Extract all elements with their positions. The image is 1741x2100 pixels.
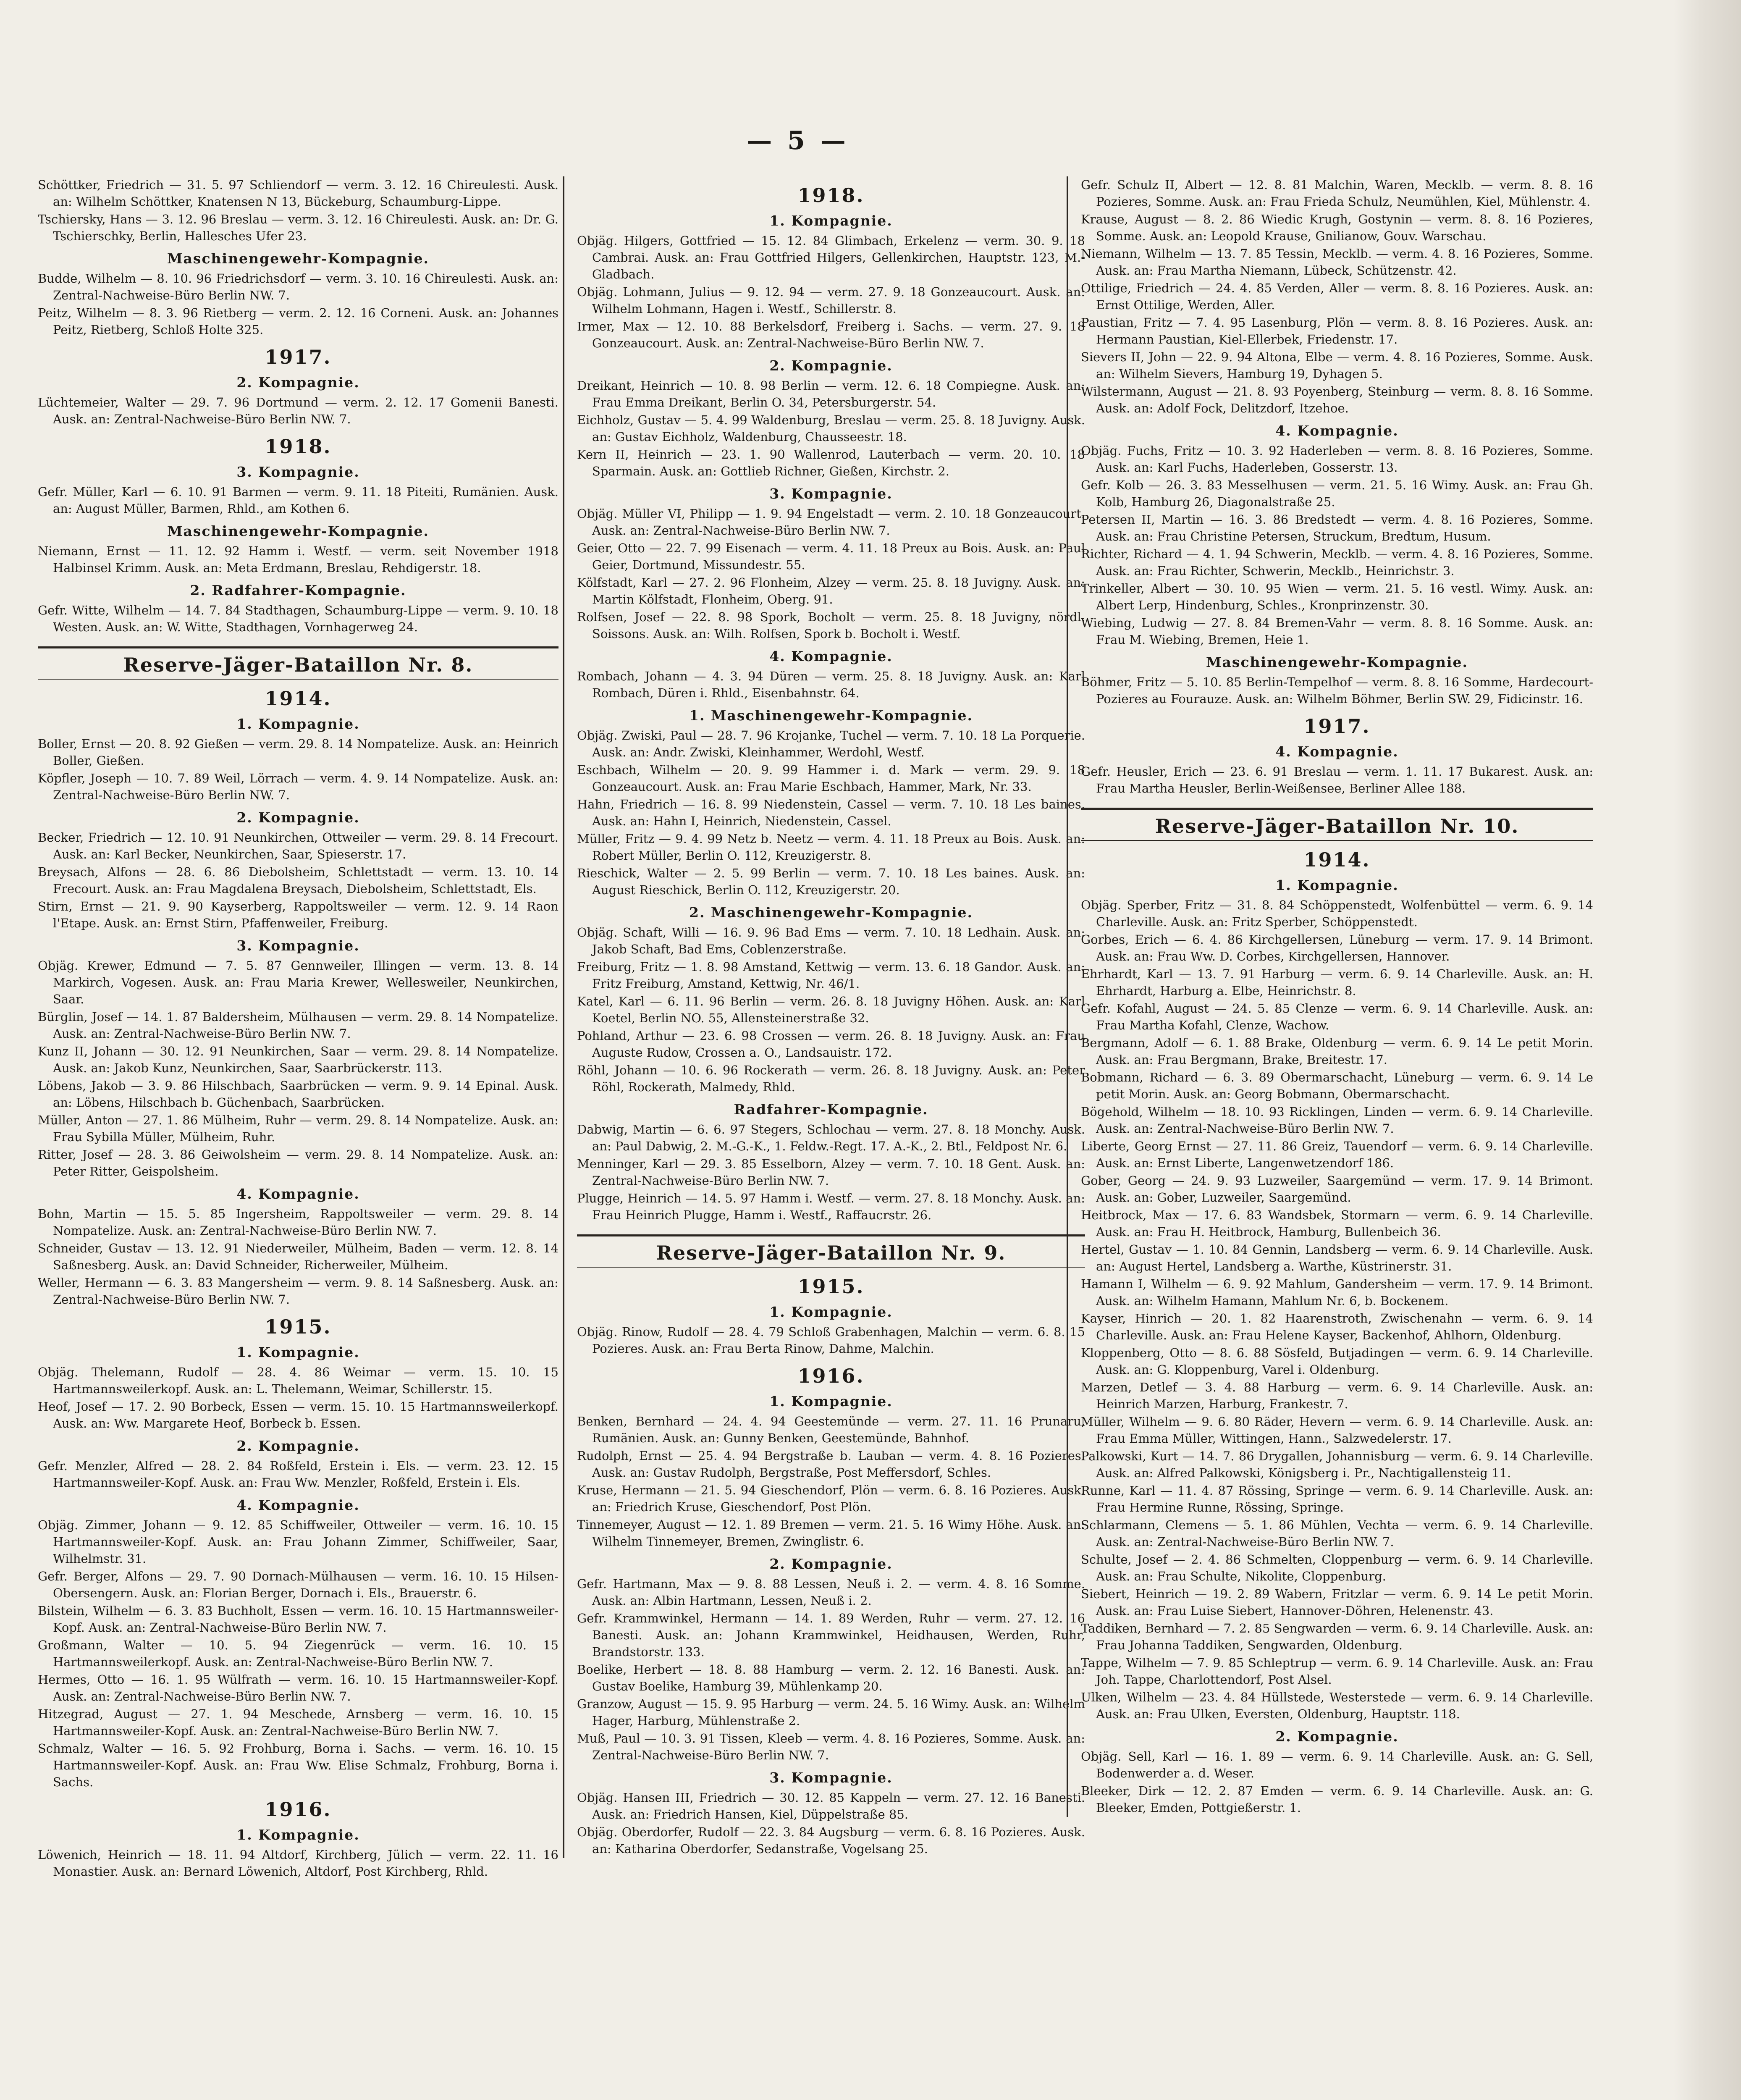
- company-heading: 3. Kompagnie.: [236, 464, 360, 480]
- casualty-entry: Schulte, Josef — 2. 4. 86 Schmelten, Cloppenburg — verm. 6. 9. 14 Charleville. Ausk. an: Frau Schulte, Nikolite, Cloppenburg.: [1081, 1552, 1593, 1583]
- casualty-entry: Gefr. Kolb — 26. 3. 83 Messelhusen — verm. 21. 5. 16 Wimy. Ausk. an: Frau Gh. Kolb, Hamburg 26, Diagonalstraße 25.: [1081, 478, 1593, 509]
- company-heading: 1. Kompagnie.: [769, 1304, 893, 1320]
- casualty-entry: Hitzegrad, August — 27. 1. 94 Meschede, Arnsberg — verm. 16. 10. 15 Hartmannsweiler-Kopf. Ausk. an: Zentral-Nachweise-Büro Berlin NW. 7.: [38, 1707, 558, 1738]
- casualty-entry: Rieschick, Walter — 2. 5. 99 Berlin — verm. 7. 10. 18 Les baines. Ausk. an: August Rieschick, Berlin O. 112, Kreuzigerstr. 20.: [577, 866, 1085, 897]
- company-heading: 1. Kompagnie.: [769, 1393, 893, 1410]
- casualty-entry: Bohn, Martin — 15. 5. 85 Ingersheim, Rappoltsweiler — verm. 29. 8. 14 Nompatelize. Ausk. an: Zentral-Nachweise-Büro Berlin NW. 7.: [38, 1207, 558, 1238]
- company-heading: 1. Kompagnie.: [236, 1827, 360, 1843]
- casualty-entry: Röhl, Johann — 10. 6. 96 Rockerath — verm. 26. 8. 18 Juvigny. Ausk. an: Peter Röhl, Rockerath, Malmedy, Rhld.: [577, 1063, 1085, 1094]
- casualty-entry: Pohland, Arthur — 23. 6. 98 Crossen — verm. 26. 8. 18 Juvigny. Ausk. an: Frau Auguste Rudow, Crossen a. O., Landsauistr. 172.: [577, 1029, 1085, 1060]
- casualty-entry: Gefr. Kofahl, August — 24. 5. 85 Clenze — verm. 6. 9. 14 Charleville. Ausk. an: Frau Martha Kofahl, Clenze, Wachow.: [1081, 1001, 1593, 1032]
- casualty-entry: Breysach, Alfons — 28. 6. 86 Diebolsheim, Schlettstadt — verm. 13. 10. 14 Frecourt. Ausk. an: Frau Magdalena Breysach, Diebolsheim, Schlettstadt, Els.: [38, 865, 558, 896]
- casualty-entry: Niemann, Wilhelm — 13. 7. 85 Tessin, Mecklb. — verm. 4. 8. 16 Pozieres, Somme. Ausk. an: Frau Martha Niemann, Lübeck, Schützenstr. 42.: [1081, 247, 1593, 278]
- company-heading: 1. Kompagnie.: [1275, 877, 1399, 893]
- casualty-entry: Gefr. Hartmann, Max — 9. 8. 88 Lessen, Neuß i. 2. — verm. 4. 8. 16 Somme. Ausk. an: Albin Hartmann, Lessen, Neuß i. 2.: [577, 1577, 1085, 1608]
- casualty-entry: Gefr. Heusler, Erich — 23. 6. 91 Breslau — verm. 1. 11. 17 Bukarest. Ausk. an: Frau Martha Heusler, Berlin-Weißensee, Berliner Allee 188.: [1081, 764, 1593, 795]
- company-heading: 2. Kompagnie.: [1275, 1728, 1399, 1745]
- company-heading: 2. Radfahrer-Kompagnie.: [190, 582, 406, 598]
- company-heading: 3. Kompagnie.: [769, 1769, 893, 1786]
- casualty-entry: Lüchtemeier, Walter — 29. 7. 96 Dortmund — verm. 2. 12. 17 Gomenii Banesti. Ausk. an: Zentral-Nachweise-Büro Berlin NW. 7.: [38, 395, 558, 426]
- company-heading: Radfahrer-Kompagnie.: [734, 1101, 928, 1118]
- casualty-entry: Plugge, Heinrich — 14. 5. 97 Hamm i. Westf. — verm. 27. 8. 18 Monchy. Ausk. an: Frau Heinrich Plugge, Hamm i. Westf., Raffaucrstr. 26.: [577, 1191, 1085, 1222]
- company-heading: 2. Kompagnie.: [236, 809, 360, 826]
- casualty-entry: Ehrhardt, Karl — 13. 7. 91 Harburg — verm. 6. 9. 14 Charleville. Ausk. an: H. Ehrhardt, Harburg a. Elbe, Heinrichstr. 8.: [1081, 967, 1593, 998]
- casualty-entry: Gefr. Menzler, Alfred — 28. 2. 84 Roßfeld, Erstein i. Els. — verm. 23. 12. 15 Hartmannsweiler-Kopf. Ausk. an: Frau Ww. Menzler, Roßfeld, Erstein i. Els.: [38, 1459, 558, 1490]
- company-heading: 4. Kompagnie.: [236, 1497, 360, 1513]
- casualty-entry: Katel, Karl — 6. 11. 96 Berlin — verm. 26. 8. 18 Juvigny Höhen. Ausk. an: Karl Koetel, Berlin NO. 55, Allensteinerstraße 32.: [577, 994, 1085, 1025]
- casualty-entry: Gefr. Schulz II, Albert — 12. 8. 81 Malchin, Waren, Mecklb. — verm. 8. 8. 16 Pozieres, Somme. Ausk. an: Frau Frieda Schulz, Neumühlen, Kiel, Mühlenstr. 4.: [1081, 178, 1593, 209]
- casualty-entry: Großmann, Walter — 10. 5. 94 Ziegenrück — verm. 16. 10. 15 Hartmannsweilerkopf. Ausk. an: Zentral-Nachweise-Büro Berlin NW. 7.: [38, 1638, 558, 1669]
- year-heading: 1915.: [797, 1275, 865, 1298]
- casualty-entry: Ottilige, Friedrich — 24. 4. 85 Verden, Aller — verm. 8. 8. 16 Pozieres. Ausk. an: Ernst Ottilige, Werden, Aller.: [1081, 281, 1593, 312]
- column-left: [38, 176, 558, 1881]
- year-heading: 1918.: [265, 435, 332, 458]
- casualty-entry: Objäg. Hansen III, Friedrich — 30. 12. 85 Kappeln — verm. 27. 12. 16 Banesti. Ausk. an: Friedrich Hansen, Kiel, Düppelstraße 85.: [577, 1790, 1085, 1822]
- casualty-entry: Rudolph, Ernst — 25. 4. 94 Bergstraße b. Lauban — verm. 4. 8. 16 Pozieres. Ausk. an: Gustav Rudolph, Bergstraße, Post Meffersdorf, Schles.: [577, 1449, 1085, 1480]
- casualty-entry: Petersen II, Martin — 16. 3. 86 Bredstedt — verm. 4. 8. 16 Pozieres, Somme. Ausk. an: Frau Christine Petersen, Struckum, Bredtum, Husum.: [1081, 512, 1593, 543]
- battalion-section: [1081, 808, 1593, 841]
- company-heading: 4. Kompagnie.: [236, 1186, 360, 1202]
- casualty-entry: Heof, Josef — 17. 2. 90 Borbeck, Essen — verm. 15. 10. 15 Hartmannsweilerkopf. Ausk. an: Ww. Margarete Heof, Borbeck b. Essen.: [38, 1399, 558, 1431]
- casualty-entry: Schlarmann, Clemens — 5. 1. 86 Mühlen, Vechta — verm. 6. 9. 14 Charleville. Ausk. an: Zentral-Nachweise-Büro Berlin NW. 7.: [1081, 1518, 1593, 1549]
- casualty-entry: Löwenich, Heinrich — 18. 11. 94 Altdorf, Kirchberg, Jülich — verm. 22. 11. 16 Monastier. Ausk. an: Bernard Löwenich, Altdorf, Post Kirchberg, Rhld.: [38, 1848, 558, 1879]
- company-heading: 4. Kompagnie.: [1275, 423, 1399, 439]
- company-heading: 1. Kompagnie.: [236, 716, 360, 732]
- casualty-entry: Müller, Wilhelm — 9. 6. 80 Räder, Hevern — verm. 6. 9. 14 Charleville. Ausk. an: Frau Emma Müller, Wittingen, Hann., Salzwedelerstr. 17.: [1081, 1415, 1593, 1446]
- casualty-entry: Peitz, Wilhelm — 8. 3. 96 Rietberg — verm. 2. 12. 16 Corneni. Ausk. an: Johannes Peitz, Rietberg, Schloß Holte 325.: [38, 306, 558, 337]
- casualty-entry: Kunz II, Johann — 30. 12. 91 Neunkirchen, Saar — verm. 29. 8. 14 Nompatelize. Ausk. an: Jakob Kunz, Neunkirchen, Saar, Saarbrückerstr. 113.: [38, 1044, 558, 1075]
- company-heading: 1. Kompagnie.: [236, 1344, 360, 1360]
- casualty-entry: Bleeker, Dirk — 12. 2. 87 Emden — verm. 6. 9. 14 Charleville. Ausk. an: G. Bleeker, Emden, Pottgießerstr. 1.: [1081, 1784, 1593, 1815]
- casualty-entry: Objäg. Thelemann, Rudolf — 28. 4. 86 Weimar — verm. 15. 10. 15 Hartmannsweilerkopf. Ausk. an: L. Thelemann, Weimar, Schillerstr. 15.: [38, 1365, 558, 1396]
- casualty-entry: Taddiken, Bernhard — 7. 2. 85 Sengwarden — verm. 6. 9. 14 Charleville. Ausk. an: Frau Johanna Taddiken, Sengwarden, Oldenburg.: [1081, 1621, 1593, 1652]
- casualty-entry: Palkowski, Kurt — 14. 7. 86 Drygallen, Johannisburg — verm. 6. 9. 14 Charleville. Ausk. an: Alfred Palkowski, Königsberg i. Pr., Nachtigallensteig 11.: [1081, 1449, 1593, 1480]
- casualty-entry: Objäg. Krewer, Edmund — 7. 5. 87 Gennweiler, Illingen — verm. 13. 8. 14 Markirch, Vogesen. Ausk. an: Frau Maria Krewer, Wellesweiler, Neunkirchen, Saar.: [38, 958, 558, 1006]
- casualty-entry: Hertel, Gustav — 1. 10. 84 Gennin, Landsberg — verm. 6. 9. 14 Charleville. Ausk. an: August Hertel, Landsberg a. Warthe, Küstrinerstr. 31.: [1081, 1242, 1593, 1273]
- casualty-entry: Granzow, August — 15. 9. 95 Harburg — verm. 24. 5. 16 Wimy. Ausk. an: Wilhelm Hager, Harburg, Mühlenstraße 2.: [577, 1697, 1085, 1728]
- company-heading: Maschinengewehr-Kompagnie.: [167, 250, 430, 267]
- company-heading: 2. Kompagnie.: [236, 374, 360, 391]
- casualty-entry: Niemann, Ernst — 11. 12. 92 Hamm i. Westf. — verm. seit November 1918 Halbinsel Krimm. Ausk. an: Meta Erdmann, Breslau, Rehdigerstr. 18.: [38, 544, 558, 575]
- casualty-entry: Löbens, Jakob — 3. 9. 86 Hilschbach, Saarbrücken — verm. 9. 9. 14 Epinal. Ausk. an: Löbens, Hilschbach b. Güchenbach, Saarbrücken.: [38, 1079, 558, 1110]
- casualty-entry: Objäg. Schaft, Willi — 16. 9. 96 Bad Ems — verm. 7. 10. 18 Ledhain. Ausk. an: Jakob Schaft, Bad Ems, Coblenzerstraße.: [577, 925, 1085, 956]
- casualty-entry: Menninger, Karl — 29. 3. 85 Esselborn, Alzey — verm. 7. 10. 18 Gent. Ausk. an: Zentral-Nachweise-Büro Berlin NW. 7.: [577, 1157, 1085, 1188]
- company-heading: Maschinengewehr-Kompagnie.: [167, 523, 430, 539]
- battalion-heading: Reserve-Jäger-Bataillon Nr. 9.: [656, 1242, 1006, 1264]
- casualty-entry: Kayser, Hinrich — 20. 1. 82 Haarenstroth, Zwischenahn — verm. 6. 9. 14 Charleville. Ausk. an: Frau Helene Kayser, Backenhof, Ahlhorn, Oldenburg.: [1081, 1311, 1593, 1342]
- casualty-entry: Objäg. Zimmer, Johann — 9. 12. 85 Schiffweiler, Ottweiler — verm. 16. 10. 15 Hartmannsweiler-Kopf. Ausk. an: Frau Johann Zimmer, Schiffweiler, Saar, Wilhelmstr. 31.: [38, 1518, 558, 1566]
- casualty-entry: Marzen, Detlef — 3. 4. 88 Harburg — verm. 6. 9. 14 Charleville. Ausk. an: Heinrich Marzen, Harburg, Frankestr. 7.: [1081, 1380, 1593, 1411]
- company-heading: 2. Kompagnie.: [769, 357, 893, 374]
- column-right: [1067, 176, 1593, 1817]
- year-heading: 1917.: [265, 346, 332, 368]
- casualty-entry: Gorbes, Erich — 6. 4. 86 Kirchgellersen, Lüneburg — verm. 17. 9. 14 Brimont. Ausk. an: Frau Ww. D. Corbes, Kirchgellersen, Hannover.: [1081, 932, 1593, 963]
- company-heading: 2. Kompagnie.: [236, 1438, 360, 1454]
- casualty-entry: Schöttker, Friedrich — 31. 5. 97 Schliendorf — verm. 3. 12. 16 Chireulesti. Ausk. an: Wilhelm Schöttker, Knatensen N 13, Bückeburg, Schaumburg-Lippe.: [38, 178, 558, 209]
- year-heading: 1914.: [265, 687, 332, 710]
- casualty-entry: Ulken, Wilhelm — 23. 4. 84 Hüllstede, Westerstede — verm. 6. 9. 14 Charleville. Ausk. an: Frau Ulken, Eversten, Oldenburg, Hauptstr. 118.: [1081, 1690, 1593, 1721]
- casualty-entry: Kloppenberg, Otto — 8. 6. 88 Sösfeld, Butjadingen — verm. 6. 9. 14 Charleville. Ausk. an: G. Kloppenburg, Varel i. Oldenburg.: [1081, 1346, 1593, 1377]
- casualty-entry: Heitbrock, Max — 17. 6. 83 Wandsbek, Stormarn — verm. 6. 9. 14 Charleville. Ausk. an: Frau H. Heitbrock, Hamburg, Bullenbeich 36.: [1081, 1208, 1593, 1239]
- company-heading: 1. Kompagnie.: [769, 213, 893, 229]
- casualty-entry: Gefr. Krammwinkel, Hermann — 14. 1. 89 Werden, Ruhr — verm. 27. 12. 16 Banesti. Ausk. an: Johann Krammwinkel, Heidhausen, Werden, Ruhr, Brandstorstr. 133.: [577, 1611, 1085, 1659]
- casualty-entry: Kern II, Heinrich — 23. 1. 90 Wallenrod, Lauterbach — verm. 20. 10. 18 Sparmain. Ausk. an: Gottlieb Richner, Gießen, Kirchstr. 2.: [577, 447, 1085, 478]
- year-heading: 1914.: [1303, 848, 1371, 871]
- casualty-entry: Hahn, Friedrich — 16. 8. 99 Niedenstein, Cassel — verm. 7. 10. 18 Les baines. Ausk. an: Hahn I, Heinrich, Niedenstein, Cassel.: [577, 797, 1085, 828]
- casualty-entry: Bögehold, Wilhelm — 18. 10. 93 Ricklingen, Linden — verm. 6. 9. 14 Charleville. Ausk. an: Zentral-Nachweise-Büro Berlin NW. 7.: [1081, 1105, 1593, 1136]
- casualty-entry: Bilstein, Wilhelm — 6. 3. 83 Buchholt, Essen — verm. 16. 10. 15 Hartmannsweiler-Kopf. Ausk. an: Zentral-Nachweise-Büro Berlin NW. 7.: [38, 1604, 558, 1635]
- casualty-entry: Gober, Georg — 24. 9. 93 Luzweiler, Saargemünd — verm. 17. 9. 14 Brimont. Ausk. an: Gober, Luzweiler, Saargemünd.: [1081, 1173, 1593, 1205]
- company-heading: 3. Kompagnie.: [769, 486, 893, 502]
- casualty-entry: Köpfler, Joseph — 10. 7. 89 Weil, Lörrach — verm. 4. 9. 14 Nompatelize. Ausk. an: Zentral-Nachweise-Büro Berlin NW. 7.: [38, 771, 558, 802]
- casualty-entry: Objäg. Oberdorfer, Rudolf — 22. 3. 84 Augsburg — verm. 6. 8. 16 Pozieres. Ausk. an: Katharina Oberdorfer, Sedanstraße, Vogelsang 25.: [577, 1825, 1085, 1856]
- casualty-entry: Böhmer, Fritz — 5. 10. 85 Berlin-Tempelhof — verm. 8. 8. 16 Somme, Hardecourt-Pozieres au Fourauze. Ausk. an: Wilhelm Böhmer, Berlin SW. 29, Fidicinstr. 16.: [1081, 675, 1593, 706]
- column-middle: [563, 176, 1085, 1858]
- battalion-section: [577, 1234, 1085, 1268]
- casualty-entry: Boelike, Herbert — 18. 8. 88 Hamburg — verm. 2. 12. 16 Banesti. Ausk. an: Gustav Boelike, Hamburg 39, Mühlenkamp 20.: [577, 1662, 1085, 1693]
- casualty-entry: Krause, August — 8. 2. 86 Wiedic Krugh, Gostynin — verm. 8. 8. 16 Pozieres, Somme. Ausk. an: Leopold Krause, Gnilianow, Gouv. Warschau.: [1081, 212, 1593, 243]
- company-heading: 2. Kompagnie.: [769, 1556, 893, 1572]
- casualty-entry: Wiebing, Ludwig — 27. 8. 84 Bremen-Vahr — verm. 8. 8. 16 Somme. Ausk. an: Frau M. Wiebing, Bremen, Heie 1.: [1081, 616, 1593, 647]
- battalion-section: [38, 646, 558, 680]
- casualty-entry: Geier, Otto — 22. 7. 99 Eisenach — verm. 4. 11. 18 Preux au Bois. Ausk. an: Paul Geier, Dortmund, Missundestr. 55.: [577, 541, 1085, 572]
- casualty-entry: Dabwig, Martin — 6. 6. 97 Stegers, Schlochau — verm. 27. 8. 18 Monchy. Ausk. an: Paul Dabwig, 2. M.-G.-K., 1. Feldw.-Regt. 17. A.-K., 2. Btl., Feldpost Nr. 6.: [577, 1122, 1085, 1153]
- casualty-entry: Runne, Karl — 11. 4. 87 Rössing, Springe — verm. 6. 9. 14 Charleville. Ausk. an: Frau Hermine Runne, Rössing, Springe.: [1081, 1483, 1593, 1515]
- year-heading: 1916.: [265, 1798, 332, 1821]
- casualty-entry: Tappe, Wilhelm — 7. 9. 85 Schleptrup — verm. 6. 9. 14 Charleville. Ausk. an: Frau Joh. Tappe, Charlottendorf, Post Alsel.: [1081, 1656, 1593, 1687]
- battalion-heading: Reserve-Jäger-Bataillon Nr. 8.: [123, 654, 473, 676]
- casualty-entry: Gefr. Berger, Alfons — 29. 7. 90 Dornach-Mülhausen — verm. 16. 10. 15 Hilsen-Obersengern. Ausk. an: Florian Berger, Dornach i. Els., Brauerstr. 6.: [38, 1569, 558, 1600]
- casualty-entry: Budde, Wilhelm — 8. 10. 96 Friedrichsdorf — verm. 3. 10. 16 Chireulesti. Ausk. an: Zentral-Nachweise-Büro Berlin NW. 7.: [38, 271, 558, 302]
- company-heading: 1. Maschinengewehr-Kompagnie.: [689, 707, 973, 724]
- casualty-entry: Trinkeller, Albert — 30. 10. 95 Wien — verm. 21. 5. 16 vestl. Wimy. Ausk. an: Albert Lerp, Hindenburg, Schles., Kronprinzenstr. 30.: [1081, 581, 1593, 612]
- company-heading: Maschinengewehr-Kompagnie.: [1206, 654, 1468, 670]
- casualty-entry: Bobmann, Richard — 6. 3. 89 Obermarschacht, Lüneburg — verm. 6. 9. 14 Le petit Morin. Ausk. an: Georg Bobmann, Obermarschacht.: [1081, 1070, 1593, 1101]
- casualty-entry: Irmer, Max — 12. 10. 88 Berkelsdorf, Freiberg i. Sachs. — verm. 27. 9. 18 Gonzeaucourt. Ausk. an: Zentral-Nachweise-Büro Berlin NW. 7.: [577, 319, 1085, 350]
- casualty-entry: Rombach, Johann — 4. 3. 94 Düren — verm. 25. 8. 18 Juvigny. Ausk. an: Karl Rombach, Düren i. Rhld., Eisenbahnstr. 64.: [577, 669, 1085, 700]
- casualty-entry: Hamann I, Wilhelm — 6. 9. 92 Mahlum, Gandersheim — verm. 17. 9. 14 Brimont. Ausk. an: Wilhelm Hamann, Mahlum Nr. 6, b. Bockenem.: [1081, 1277, 1593, 1308]
- year-heading: 1916.: [797, 1365, 865, 1387]
- casualty-entry: Gefr. Müller, Karl — 6. 10. 91 Barmen — verm. 9. 11. 18 Piteiti, Rumänien. Ausk. an: August Müller, Barmen, Rhld., am Kothen 6.: [38, 485, 558, 516]
- casualty-entry: Bergmann, Adolf — 6. 1. 88 Brake, Oldenburg — verm. 6. 9. 14 Le petit Morin. Ausk. an: Frau Bergmann, Brake, Breitestr. 17.: [1081, 1036, 1593, 1067]
- casualty-entry: Bürglin, Josef — 14. 1. 87 Baldersheim, Mülhausen — verm. 29. 8. 14 Nompatelize. Ausk. an: Zentral-Nachweise-Büro Berlin NW. 7.: [38, 1010, 558, 1041]
- casualty-entry: Objäg. Sell, Karl — 16. 1. 89 — verm. 6. 9. 14 Charleville. Ausk. an: G. Sell, Bodenwerder a. d. Weser.: [1081, 1749, 1593, 1780]
- casualty-entry: Stirn, Ernst — 21. 9. 90 Kayserberg, Rappoltsweiler — verm. 12. 9. 14 Raon l'Etape. Ausk. an: Ernst Stirn, Pfaffenweiler, Freiburg.: [38, 899, 558, 930]
- casualty-entry: Eichholz, Gustav — 5. 4. 99 Waldenburg, Breslau — verm. 25. 8. 18 Juvigny. Ausk. an: Gustav Eichholz, Waldenburg, Chausseestr. 18.: [577, 413, 1085, 444]
- casualty-entry: Tschiersky, Hans — 3. 12. 96 Breslau — verm. 3. 12. 16 Chireulesti. Ausk. an: Dr. G. Tschierschky, Berlin, Hallesches Ufer 23.: [38, 212, 558, 243]
- casualty-entry: Eschbach, Wilhelm — 20. 9. 99 Hammer i. d. Mark — verm. 29. 9. 18 Gonzeaucourt. Ausk. an: Frau Marie Eschbach, Hammer, Mark, Nr. 33.: [577, 763, 1085, 794]
- casualty-entry: Sievers II, John — 22. 9. 94 Altona, Elbe — verm. 4. 8. 16 Pozieres, Somme. Ausk. an: Wilhelm Sievers, Hamburg 19, Dyhagen 5.: [1081, 350, 1593, 381]
- year-heading: 1917.: [1303, 715, 1371, 738]
- casualty-entry: Objäg. Sperber, Fritz — 31. 8. 84 Schöppenstedt, Wolfenbüttel — verm. 6. 9. 14 Charleville. Ausk. an: Fritz Sperber, Schöppenstedt.: [1081, 898, 1593, 929]
- casualty-entry: Liberte, Georg Ernst — 27. 11. 86 Greiz, Tauendorf — verm. 6. 9. 14 Charleville. Ausk. an: Ernst Liberte, Langenwetzendorf 186.: [1081, 1139, 1593, 1170]
- casualty-entry: Ritter, Josef — 28. 3. 86 Geiwolsheim — verm. 29. 8. 14 Nompatelize. Ausk. an: Peter Ritter, Geispolsheim.: [38, 1147, 558, 1179]
- casualty-entry: Rolfsen, Josef — 22. 8. 98 Spork, Bocholt — verm. 25. 8. 18 Juvigny, nördl. Soissons. Ausk. an: Wilh. Rolfsen, Spork b. Bocholt i. Westf.: [577, 610, 1085, 641]
- page-edge: [1674, 0, 1741, 2100]
- casualty-entry: Kruse, Hermann — 21. 5. 94 Gieschendorf, Plön — verm. 6. 8. 16 Pozieres. Ausk. an: Friedrich Kruse, Gieschendorf, Post Plön.: [577, 1483, 1085, 1514]
- casualty-entry: Objäg. Fuchs, Fritz — 10. 3. 92 Haderleben — verm. 8. 8. 16 Pozieres, Somme. Ausk. an: Karl Fuchs, Haderleben, Gosserstr. 13.: [1081, 444, 1593, 475]
- page-number: — 5 —: [747, 126, 849, 155]
- casualty-entry: Benken, Bernhard — 24. 4. 94 Geestemünde — verm. 27. 11. 16 Prunaru, Rumänien. Ausk. an: Gunny Benken, Geestemünde, Bahnhof.: [577, 1414, 1085, 1445]
- casualty-entry: Schneider, Gustav — 13. 12. 91 Niederweiler, Mülheim, Baden — verm. 12. 8. 14 Saßnesberg. Ausk. an: David Schneider, Richerweiler, Mülheim.: [38, 1241, 558, 1272]
- casualty-entry: Freiburg, Fritz — 1. 8. 98 Amstand, Kettwig — verm. 13. 6. 18 Gandor. Ausk. an: Fritz Freiburg, Amstand, Kettwig, Nr. 46/1.: [577, 960, 1085, 991]
- casualty-entry: Dreikant, Heinrich — 10. 8. 98 Berlin — verm. 12. 6. 18 Compiegne. Ausk. an: Frau Emma Dreikant, Berlin O. 34, Petersburgerstr. 54.: [577, 378, 1085, 410]
- battalion-heading: Reserve-Jäger-Bataillon Nr. 10.: [1155, 815, 1519, 837]
- casualty-entry: Paustian, Fritz — 7. 4. 95 Lasenburg, Plön — verm. 8. 8. 16 Pozieres. Ausk. an: Hermann Paustian, Kiel-Ellerbek, Friedenstr. 17.: [1081, 315, 1593, 346]
- casualty-entry: Müller, Fritz — 9. 4. 99 Netz b. Neetz — verm. 4. 11. 18 Preux au Bois. Ausk. an: Robert Müller, Berlin O. 112, Kreuzigerstr. 8.: [577, 832, 1085, 863]
- casualty-entry: Objäg. Lohmann, Julius — 9. 12. 94 — verm. 27. 9. 18 Gonzeaucourt. Ausk. an: Wilhelm Lohmann, Hagen i. Westf., Schillerstr. 8.: [577, 285, 1085, 316]
- company-heading: 3. Kompagnie.: [236, 937, 360, 954]
- casualty-entry: Objäg. Zwiski, Paul — 28. 7. 96 Krojanke, Tuchel — verm. 7. 10. 18 La Porquerie. Ausk. an: Andr. Zwiski, Kleinhammer, Werdohl, Westf.: [577, 728, 1085, 759]
- casualty-entry: Objäg. Hilgers, Gottfried — 15. 12. 84 Glimbach, Erkelenz — verm. 30. 9. 18 Cambrai. Ausk. an: Frau Gottfried Hilgers, Gellenkirchen, Hauptstr. 123, M.-Gladbach.: [577, 234, 1085, 281]
- company-heading: 2. Maschinengewehr-Kompagnie.: [689, 904, 973, 921]
- casualty-entry: Objäg. Müller VI, Philipp — 1. 9. 94 Engelstadt — verm. 2. 10. 18 Gonzeaucourt. Ausk. an: Zentral-Nachweise-Büro Berlin NW. 7.: [577, 507, 1085, 538]
- casualty-entry: Tinnemeyer, August — 12. 1. 89 Bremen — verm. 21. 5. 16 Wimy Höhe. Ausk. an: Wilhelm Tinnemeyer, Bremen, Zwinglistr. 6.: [577, 1517, 1085, 1549]
- company-heading: 4. Kompagnie.: [1275, 743, 1399, 760]
- casualty-entry: Siebert, Heinrich — 19. 2. 89 Wabern, Fritzlar — verm. 6. 9. 14 Le petit Morin. Ausk. an: Frau Luise Siebert, Hannover-Döhren, Helenenstr. 43.: [1081, 1587, 1593, 1618]
- casualty-entry: Hermes, Otto — 16. 1. 95 Wülfrath — verm. 16. 10. 15 Hartmannsweiler-Kopf. Ausk. an: Zentral-Nachweise-Büro Berlin NW. 7.: [38, 1672, 558, 1704]
- casualty-entry: Weller, Hermann — 6. 3. 83 Mangersheim — verm. 9. 8. 14 Saßnesberg. Ausk. an: Zentral-Nachweise-Büro Berlin NW. 7.: [38, 1276, 558, 1307]
- company-heading: 4. Kompagnie.: [769, 648, 893, 664]
- year-heading: 1915.: [265, 1315, 332, 1338]
- casualty-entry: Kölfstadt, Karl — 27. 2. 96 Flonheim, Alzey — verm. 25. 8. 18 Juvigny. Ausk. an: Martin Kölfstadt, Flonheim, Oberg. 91.: [577, 575, 1085, 606]
- casualty-entry: Müller, Anton — 27. 1. 86 Mülheim, Ruhr — verm. 29. 8. 14 Nompatelize. Ausk. an: Frau Sybilla Müller, Mülheim, Ruhr.: [38, 1113, 558, 1144]
- casualty-entry: Wilstermann, August — 21. 8. 93 Poyenberg, Steinburg — verm. 8. 8. 16 Somme. Ausk. an: Adolf Fock, Delitzdorf, Itzehoe.: [1081, 384, 1593, 415]
- casualty-entry: Becker, Friedrich — 12. 10. 91 Neunkirchen, Ottweiler — verm. 29. 8. 14 Frecourt. Ausk. an: Karl Becker, Neunkirchen, Saar, Spieserstr. 17.: [38, 830, 558, 861]
- casualty-entry: Schmalz, Walter — 16. 5. 92 Frohburg, Borna i. Sachs. — verm. 16. 10. 15 Hartmannsweiler-Kopf. Ausk. an: Frau Ww. Elise Schmalz, Frohburg, Borna i. Sachs.: [38, 1741, 558, 1789]
- casualty-entry: Boller, Ernst — 20. 8. 92 Gießen — verm. 29. 8. 14 Nompatelize. Ausk. an: Heinrich Boller, Gießen.: [38, 737, 558, 768]
- year-heading: 1918.: [797, 184, 865, 207]
- casualty-entry: Richter, Richard — 4. 1. 94 Schwerin, Mecklb. — verm. 4. 8. 16 Pozieres, Somme. Ausk. an: Frau Richter, Schwerin, Mecklb., Heinrichstr. 3.: [1081, 547, 1593, 578]
- casualty-entry: Gefr. Witte, Wilhelm — 14. 7. 84 Stadthagen, Schaumburg-Lippe — verm. 9. 10. 18 Westen. Ausk. an: W. Witte, Stadthagen, Vornhagerweg 24.: [38, 603, 558, 634]
- casualty-entry: Objäg. Rinow, Rudolf — 28. 4. 79 Schloß Grabenhagen, Malchin — verm. 6. 8. 15 Pozieres. Ausk. an: Frau Berta Rinow, Dahme, Malchin.: [577, 1325, 1085, 1356]
- casualty-entry: Muß, Paul — 10. 3. 91 Tissen, Kleeb — verm. 4. 8. 16 Pozieres, Somme. Ausk. an: Zentral-Nachweise-Büro Berlin NW. 7.: [577, 1731, 1085, 1762]
